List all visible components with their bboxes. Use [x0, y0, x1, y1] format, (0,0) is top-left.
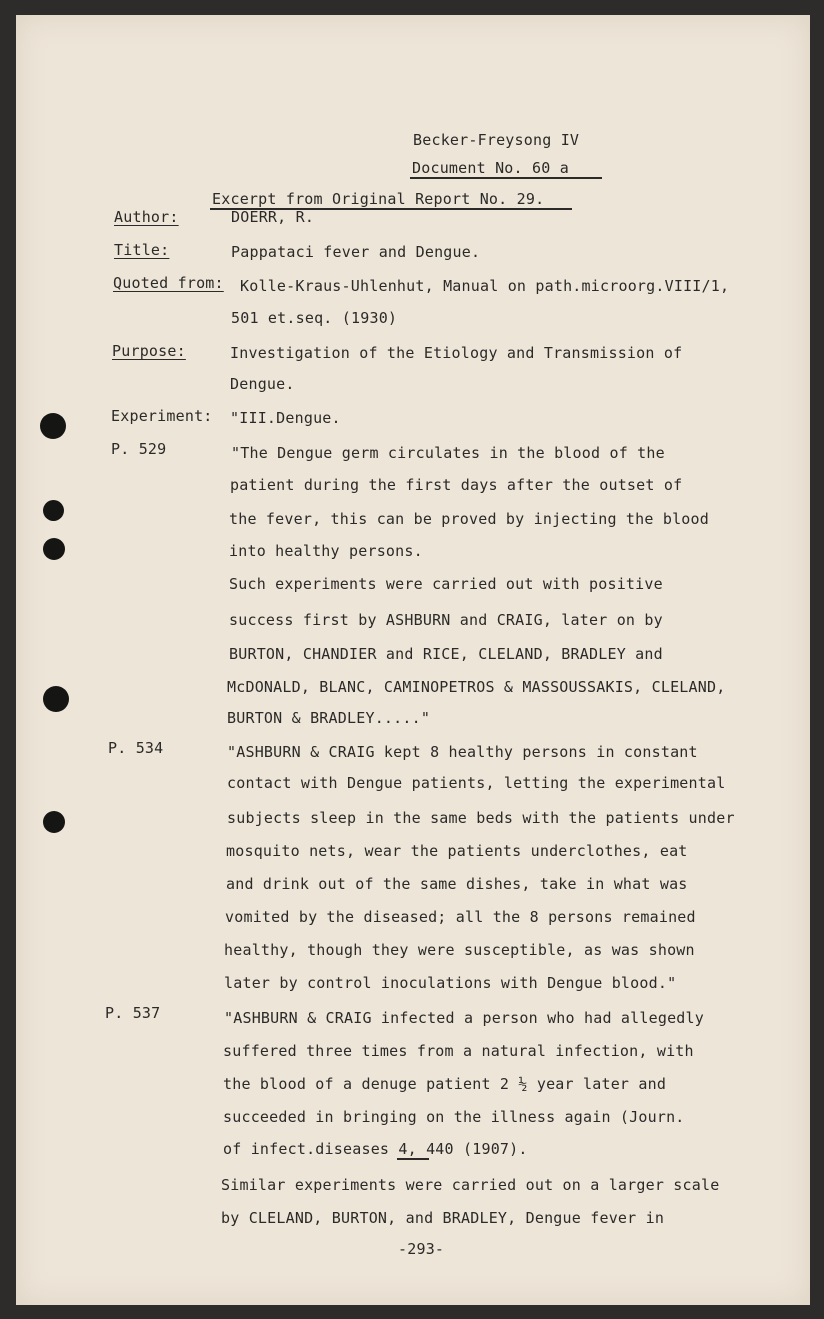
- paragraph-line: mosquito nets, wear the patients underclothes, eat: [226, 842, 688, 860]
- paragraph-line: healthy, though they were susceptible, as was shown: [224, 941, 695, 959]
- purpose-label: Purpose:: [112, 342, 186, 360]
- paragraph-line: McDONALD, BLANC, CAMINOPETROS & MASSOUSSAKIS, CLELAND,: [227, 678, 726, 696]
- paragraph-line: BURTON, CHANDIER and RICE, CLELAND, BRADLEY and: [229, 645, 663, 663]
- punch-hole: [43, 500, 64, 521]
- paragraph-line: of infect.diseases 4, 440 (1907).: [223, 1140, 528, 1158]
- experiment-label: Experiment:: [111, 407, 213, 425]
- excerpt-title: Excerpt from Original Report No. 29.: [212, 190, 545, 208]
- paragraph-line: vomited by the diseased; all the 8 persons remained: [225, 908, 696, 926]
- paragraph-line: success first by ASHBURN and CRAIG, later on by: [229, 611, 663, 629]
- paragraph-line: by CLELAND, BURTON, and BRADLEY, Dengue fever in: [221, 1209, 665, 1227]
- page-reference: P. 534: [108, 739, 164, 757]
- paragraph-line: the blood of a denuge patient 2 ½ year later and: [223, 1075, 667, 1093]
- quoted-from-value-continued: 501 et.seq. (1930): [231, 309, 398, 327]
- collection-title: Becker-Freysong IV: [413, 131, 580, 149]
- paragraph-line: "ASHBURN & CRAIG infected a person who had allegedly: [224, 1009, 704, 1027]
- document-number-underline: [410, 177, 602, 179]
- author-value: DOERR, R.: [231, 208, 315, 226]
- paragraph-line: patient during the first days after the outset of: [230, 476, 683, 494]
- paragraph-line: BURTON & BRADLEY.....": [227, 709, 431, 727]
- paragraph-line: into healthy persons.: [229, 542, 423, 560]
- paragraph-line: contact with Dengue patients, letting the experimental: [227, 774, 726, 792]
- paragraph-line: subjects sleep in the same beds with the patients under: [227, 809, 735, 827]
- paragraph-line: and drink out of the same dishes, take in what was: [226, 875, 688, 893]
- paragraph-line: suffered three times from a natural infection, with: [223, 1042, 694, 1060]
- paragraph-line: "ASHBURN & CRAIG kept 8 healthy persons in constant: [227, 743, 698, 761]
- author-label: Author:: [114, 208, 179, 226]
- purpose-value: Investigation of the Etiology and Transmission of: [230, 344, 683, 362]
- paragraph-line: succeeded in bringing on the illness again (Journ.: [223, 1108, 685, 1126]
- quoted-from-label: Quoted from:: [113, 274, 224, 292]
- volume-underline: [397, 1158, 429, 1160]
- paragraph-line: the fever, this can be proved by injecting the blood: [229, 510, 709, 528]
- title-label: Title:: [114, 241, 170, 259]
- paragraph-line: "The Dengue germ circulates in the blood of the: [231, 444, 665, 462]
- punch-hole: [43, 538, 65, 560]
- paragraph-line: Such experiments were carried out with positive: [229, 575, 663, 593]
- experiment-value: "III.Dengue.: [230, 409, 341, 427]
- paragraph-line: later by control inoculations with Dengue blood.": [224, 974, 677, 992]
- page-reference: P. 537: [105, 1004, 161, 1022]
- paragraph-line: Similar experiments were carried out on a larger scale: [221, 1176, 720, 1194]
- title-value: Pappataci fever and Dengue.: [231, 243, 481, 261]
- page-number: -293-: [398, 1240, 445, 1258]
- purpose-value-continued: Dengue.: [230, 375, 295, 393]
- punch-hole: [43, 686, 69, 712]
- quoted-from-value: Kolle-Kraus-Uhlenhut, Manual on path.microorg.VIII/1,: [240, 277, 730, 295]
- page-reference: P. 529: [111, 440, 167, 458]
- punch-hole: [43, 811, 65, 833]
- document-number: Document No. 60 a: [412, 159, 569, 177]
- punch-hole: [40, 413, 66, 439]
